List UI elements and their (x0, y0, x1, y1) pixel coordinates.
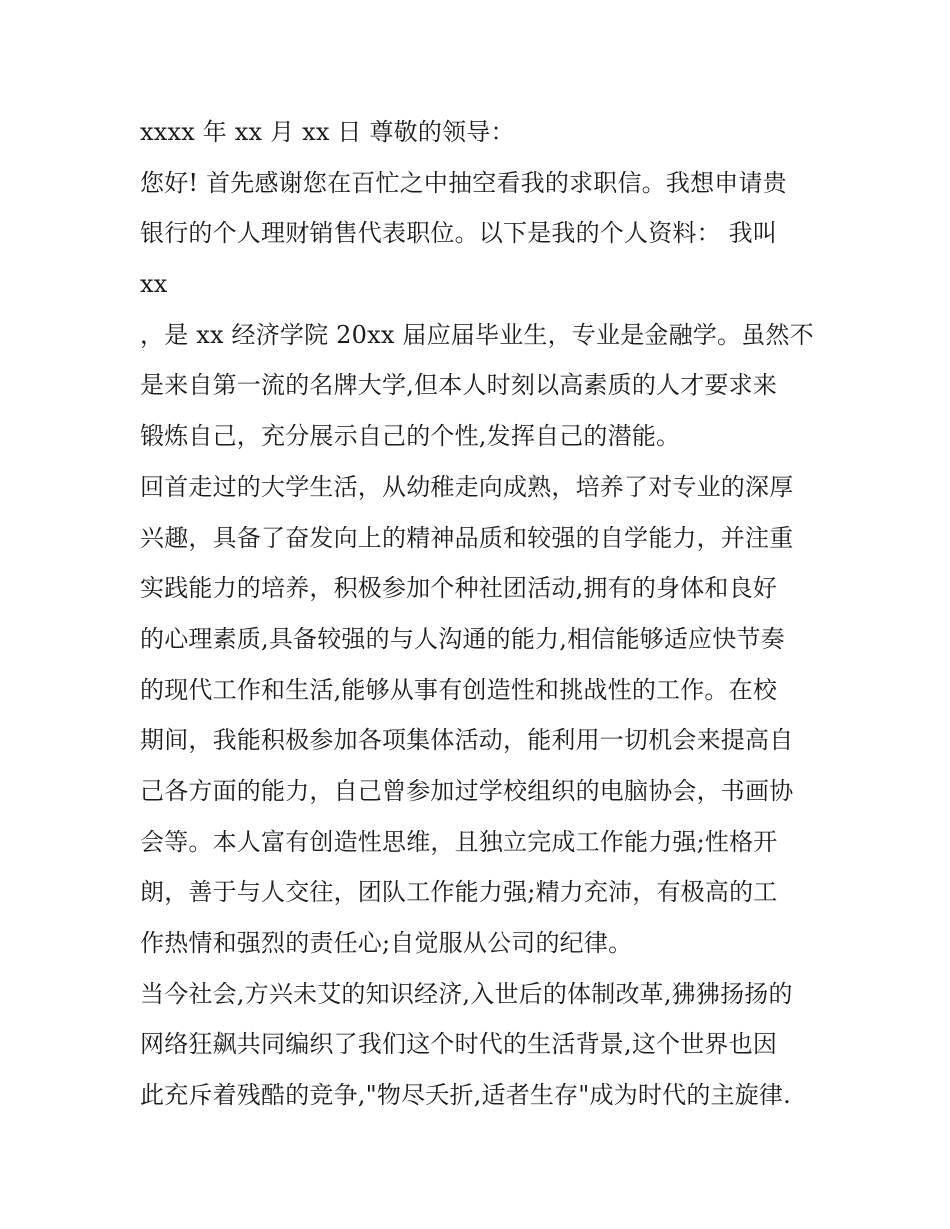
letter-line: 期间，我能积极参加各项集体活动，能利用一切机会来提高自 (140, 726, 794, 755)
letter-body (140, 107, 820, 1121)
letter-line: 您好! 首先感谢您在百忙之中抽空看我的求职信。我想申请贵 (140, 168, 787, 197)
letter-line: 锻炼自己，充分展示自己的个性,发挥自己的潜能。 (140, 422, 681, 451)
letter-line: 朗，善于与人交往，团队工作能力强;精力充沛，有极高的工 (140, 878, 778, 907)
letter-line: 己各方面的能力，自己曾参加过学校组织的电脑协会，书画协 (140, 776, 794, 805)
letter-line: 的现代工作和生活,能够从事有创造性和挑战性的工作。在校 (140, 675, 778, 704)
letter-line: 实践能力的培养，积极参加个种社团活动,拥有的身体和良好 (140, 574, 778, 603)
letter-line: 会等。本人富有创造性思维，且独立完成工作能力强;性格开 (140, 827, 778, 856)
letter-line: ，是 xx 经济学院 20xx 届应届毕业生，专业是金融学。虽然不 (140, 320, 814, 349)
letter-line-date-salutation: xxxx 年 xx 月 xx 日 尊敬的领导： (140, 118, 515, 146)
letter-line: 的心理素质,具备较强的与人沟通的能力,相信能够适应快节奏 (140, 624, 785, 653)
letter-line: 兴趣，具备了奋发向上的精神品质和较强的自学能力，并注重 (140, 523, 794, 552)
letter-line: 是来自第一流的名牌大学,但本人时刻以高素质的人才要求来 (140, 371, 778, 400)
letter-line: 回首走过的大学生活，从幼稚走向成熟，培养了对专业的深厚 (140, 472, 794, 501)
letter-line: 作热情和强烈的责任心;自觉服从公司的纪律。 (140, 929, 633, 957)
letter-line: 此充斥着残酷的竞争,"物尽夭折,适者生存"成为时代的主旋律. (140, 1081, 791, 1110)
letter-line: xx (140, 270, 168, 299)
letter-line: 银行的个人理财销售代表职位。以下是我的个人资料： 我叫 (140, 219, 778, 248)
letter-line: 网络狂飙共同编织了我们这个时代的生活背景,这个世界也因 (140, 1030, 778, 1059)
letter-line: 当今社会,方兴未艾的知识经济,入世后的体制改革,狒狒扬扬的 (140, 979, 793, 1008)
